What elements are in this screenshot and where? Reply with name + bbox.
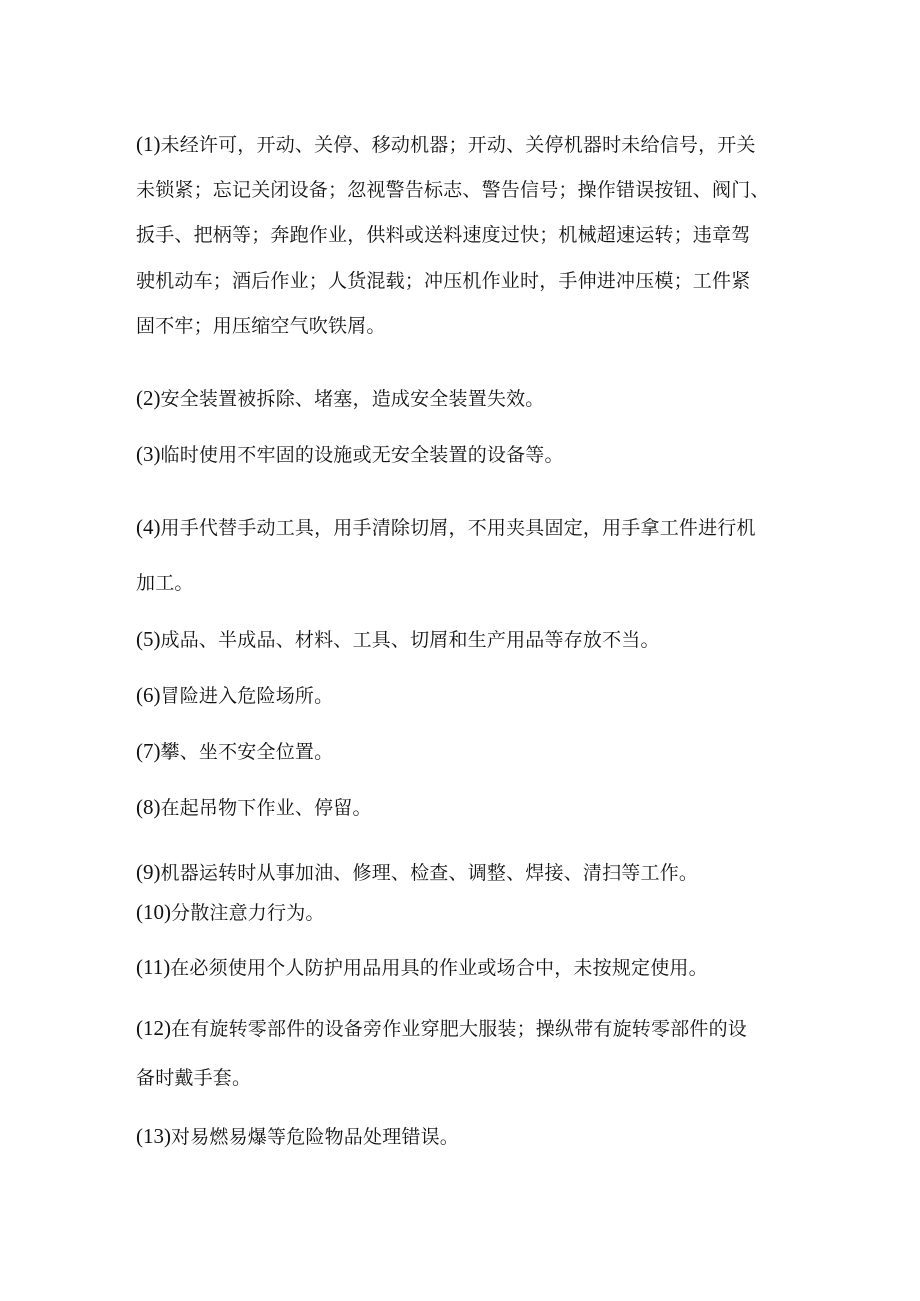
list-item-4 bbox=[136, 499, 796, 611]
item-number: (2) bbox=[136, 386, 161, 410]
item-number: (9) bbox=[136, 860, 161, 884]
item-number: (6) bbox=[136, 683, 161, 707]
list-item-12 bbox=[136, 1003, 796, 1103]
list-item-2 bbox=[136, 376, 796, 420]
list-item-11 bbox=[136, 945, 796, 989]
list-item-6 bbox=[136, 673, 796, 717]
list-item-13-line-1: (13)对易燃易爆等危险物品处理错误。 bbox=[136, 1124, 460, 1148]
list-item-3 bbox=[136, 432, 796, 476]
list-item-5 bbox=[136, 617, 796, 661]
list-item-8-line-1: (8)在起吊物下作业、停留。 bbox=[136, 795, 372, 819]
list-item-1-line-3: 扳手、把柄等；奔跑作业，供料或送料速度过快；机械超速运转；违章驾 bbox=[136, 224, 751, 246]
list-item-1-line-5: 固不牢；用压缩空气吹铁屑。 bbox=[136, 315, 386, 337]
list-item-8 bbox=[136, 785, 796, 829]
list-item-1-line-4: 驶机动车；酒后作业；人货混载；冲压机作业时，手伸进冲压模；工件紧 bbox=[136, 269, 751, 292]
list-item-9 bbox=[136, 850, 796, 894]
item-number: (7) bbox=[136, 739, 161, 763]
list-item-3-line-1: (3)临时使用不牢固的设施或无安全装置的设备等。 bbox=[136, 442, 564, 466]
list-item-10-line-1: (10)分散注意力行为。 bbox=[136, 900, 325, 924]
item-number: (11) bbox=[136, 955, 171, 979]
list-item-4-line-2: 加工。 bbox=[136, 572, 194, 594]
list-item-1 bbox=[136, 122, 796, 350]
item-number: (12) bbox=[136, 1016, 171, 1040]
item-number: (4) bbox=[136, 515, 161, 539]
item-number: (5) bbox=[136, 627, 161, 651]
list-item-9-line-1: (9)机器运转时从事加油、修理、检查、调整、焊接、清扫等工作。 bbox=[136, 860, 699, 884]
list-item-6-line-1: (6)冒险进入危险场所。 bbox=[136, 683, 334, 707]
list-item-1-line-1: (1)未经许可，开动、关停、移动机器；开动、关停机器时未给信号，开关 bbox=[136, 132, 756, 156]
list-item-1-line-2: 未锁紧；忘记关闭设备；忽视警告标志、警告信号；操作错误按钮、阀门、 bbox=[136, 178, 770, 201]
list-item-7 bbox=[136, 729, 796, 773]
list-item-10 bbox=[136, 890, 796, 934]
list-item-12-line-1: (12)在有旋转零部件的设备旁作业穿肥大服装；操纵带有旋转零部件的设 bbox=[136, 1016, 748, 1040]
list-item-11-line-1: (11)在必须使用个人防护用品用具的作业或场合中，未按规定使用。 bbox=[136, 955, 708, 979]
list-item-12-line-2: 备时戴手套。 bbox=[136, 1067, 252, 1089]
item-number: (1) bbox=[136, 132, 161, 156]
item-number: (10) bbox=[136, 900, 171, 924]
list-item-7-line-1: (7)攀、坐不安全位置。 bbox=[136, 739, 334, 763]
list-item-13 bbox=[136, 1114, 796, 1158]
item-number: (3) bbox=[136, 442, 161, 466]
item-number: (8) bbox=[136, 795, 161, 819]
list-item-2-line-1: (2)安全装置被拆除、堵塞，造成安全装置失效。 bbox=[136, 386, 545, 410]
list-item-4-line-1: (4)用手代替手动工具，用手清除切屑，不用夹具固定，用手拿工件进行机 bbox=[136, 515, 756, 539]
item-number: (13) bbox=[136, 1124, 171, 1148]
list-item-5-line-1: (5)成品、半成品、材料、工具、切屑和生产用品等存放不当。 bbox=[136, 627, 660, 651]
